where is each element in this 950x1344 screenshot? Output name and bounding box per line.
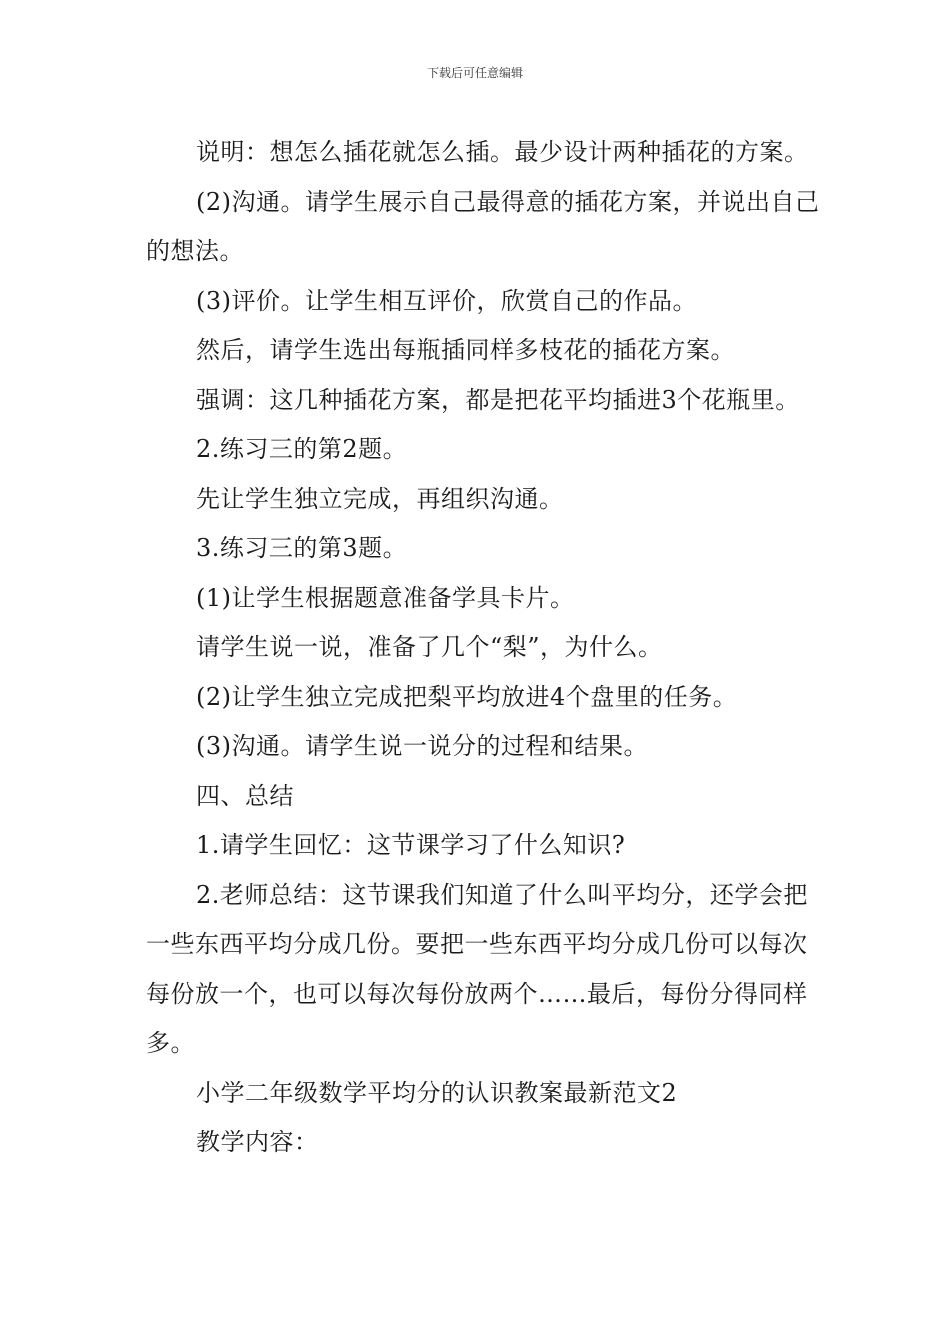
section-heading-summary: 四、总结 (196, 781, 294, 810)
paragraph-exercise-2: 2.练习三的第2题。 (196, 435, 408, 463)
paragraph-exercise-3: 3.练习三的第3题。 (196, 534, 408, 562)
paragraph-recall: 1.请学生回忆：这节课学习了什么知识? (196, 831, 626, 859)
document-subtitle: 小学二年级数学平均分的认识教案最新范文2 (196, 1078, 678, 1107)
document-body (146, 128, 826, 1168)
paragraph-evaluate: (3)评价。让学生相互评价，欣赏自己的作品。 (196, 286, 697, 315)
paragraph-note: 说明：想怎么插花就怎么插。最少设计两种插花的方案。 (196, 138, 809, 166)
page-header: 下载后可任意编辑 (426, 66, 523, 80)
paragraph-plates: (2)让学生独立完成把梨平均放进4个盘里的任务。 (196, 682, 738, 711)
paragraph-teaching-content: 教学内容： (196, 1128, 319, 1156)
paragraph-process: (3)沟通。请学生说一说分的过程和结果。 (196, 732, 648, 760)
paragraph-emphasis: 强调：这几种插花方案，都是把花平均插进3个花瓶里。 (196, 385, 800, 414)
paragraph-cards: (1)让学生根据题意准备学具卡片。 (196, 583, 575, 612)
paragraph-then: 然后，请学生选出每瓶插同样多枝花的插花方案。 (196, 336, 735, 364)
paragraph-communicate: (2)沟通。请学生展示自己最得意的插花方案，并说出自己的想法。 (146, 187, 820, 265)
paragraph-pears: 请学生说一说，准备了几个“梨”，为什么。 (196, 633, 663, 661)
paragraph-teacher-summary: 2.老师总结：这节课我们知道了什么叫平均分，还学会把一些东西平均分成几份。要把一些东西平均分成几份可以每次每份放一个，也可以每次每份放两个……最后，每份分得同样多。 (146, 880, 808, 1057)
paragraph-independent: 先让学生独立完成，再组织沟通。 (196, 484, 564, 513)
